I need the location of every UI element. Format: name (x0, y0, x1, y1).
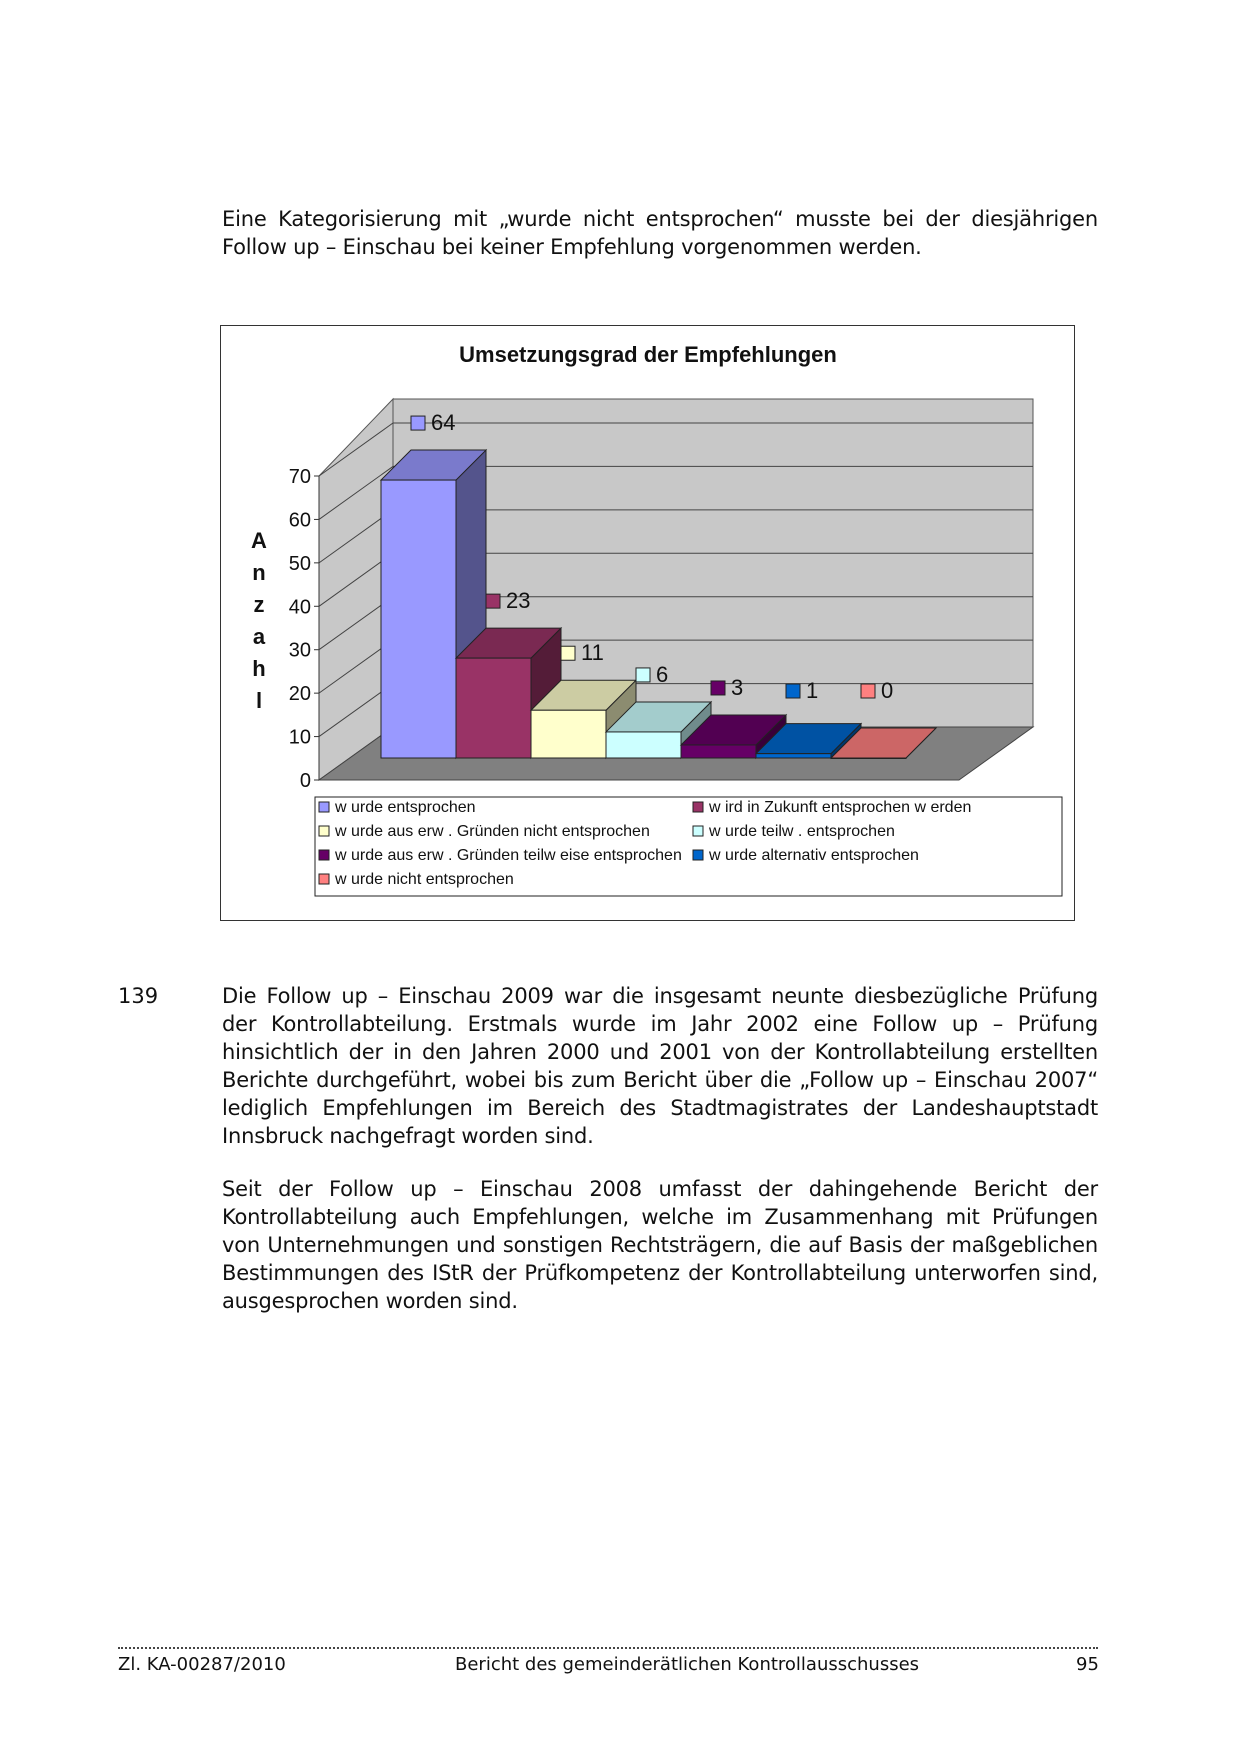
bar (756, 754, 831, 758)
paragraph-139 (222, 982, 1098, 1150)
y-axis-label-letter: A (251, 528, 267, 553)
bar (831, 758, 906, 759)
data-label-key (486, 594, 500, 608)
paragraph-139-text: Die Follow up – Einschau 2009 war die insgesamt neunte diesbezügliche Prüfung der Kontrollabteilung. Erstmals wurde im Jahr 2002 eine Follow up – Prüfung hinsichtlich der in den Jahren 2000 und 2001 von der Kontrollabteilung erstellten Berichte durchgeführt, wobei bis zum Bericht über die „Follow up – Einschau 2007“ lediglich Empfehlungen im Bereich des Stadtmagistrates der Landeshauptstadt Innsbruck nachgefragt worden sind. (222, 984, 1098, 1148)
data-label: 1 (806, 678, 819, 703)
data-label-key (786, 684, 800, 698)
legend-label: w urde aus erw . Gründen teilw eise entsprochen (335, 847, 682, 864)
footer-divider (118, 1647, 1098, 1649)
legend-label: w urde alternativ entsprochen (709, 847, 919, 864)
footer-title: Bericht des gemeinderätlichen Kontrollausschusses (455, 1654, 920, 1675)
legend-label: w urde aus erw . Gründen nicht entsprochen (335, 823, 650, 840)
chart-frame (220, 325, 1075, 921)
data-label: 64 (431, 410, 456, 436)
paragraph-139-continued (222, 1175, 1098, 1315)
y-tick-label: 30 (288, 639, 311, 662)
y-axis-label-letter: l (255, 688, 263, 713)
y-axis-label-letter: z (253, 592, 265, 617)
bar (381, 480, 456, 758)
data-label-key (411, 416, 425, 430)
data-label: 6 (656, 661, 669, 687)
bar (531, 710, 606, 758)
data-label: 3 (731, 674, 744, 700)
y-axis-label-letter: n (252, 560, 266, 585)
footer-page-number: 95 (1076, 1654, 1099, 1675)
bar-chart-3d (221, 326, 1076, 922)
legend-key (319, 874, 329, 884)
bar (681, 745, 756, 758)
y-tick-label: 0 (299, 770, 311, 792)
data-label-key (861, 684, 875, 698)
legend-key (693, 826, 703, 836)
intro-text: Eine Kategorisierung mit „wurde nicht entsprochen“ musste bei der diesjährigen Follow up – Einschau bei keiner Empfehlung vorgenommen werden. (222, 207, 1098, 259)
y-tick-label: 70 (288, 466, 311, 488)
y-axis-label-letter: h (252, 656, 266, 681)
y-tick-label: 10 (288, 726, 311, 749)
data-label: 0 (881, 678, 894, 703)
y-tick-label: 60 (288, 509, 311, 532)
y-tick-label: 40 (288, 596, 311, 619)
paragraph-number: 139 (118, 984, 159, 1008)
chart-title: Umsetzungsgrad der Empfehlungen (459, 342, 837, 367)
legend-label: w ird in Zukunft entsprochen w erden (709, 799, 972, 816)
data-label: 23 (506, 588, 531, 614)
intro-paragraph (222, 205, 1098, 261)
paragraph-139-continued-text: Seit der Follow up – Einschau 2008 umfasst der dahingehende Bericht der Kontrollabteilung auch Empfehlungen, welche im Zusammenhang mit Prüfungen von Unternehmungen und sonstigen Rechtsträgern, die auf Basis der maßgeblichen Bestimmungen des IStR der Prüfkompetenz der Kontrollabteilung unterworfen sind, ausgesprochen worden sind. (222, 1177, 1098, 1313)
y-tick-label: 50 (288, 552, 311, 575)
y-axis-label-letter: a (252, 624, 266, 649)
legend-key (319, 802, 329, 812)
bar (606, 732, 681, 758)
bar (456, 658, 531, 758)
legend-key (319, 850, 329, 860)
legend-key (693, 802, 703, 812)
legend-label: w urde teilw . entsprochen (709, 823, 895, 840)
legend-key (319, 826, 329, 836)
legend-label: w urde entsprochen (335, 799, 476, 816)
data-label-key (711, 681, 725, 695)
footer-reference: Zl. KA-00287/2010 (118, 1654, 286, 1675)
data-label-key (636, 668, 650, 682)
legend-label: w urde nicht entsprochen (335, 871, 514, 888)
y-tick-label: 20 (288, 683, 311, 706)
data-label-key (561, 646, 575, 660)
legend-key (693, 850, 703, 860)
data-label: 11 (581, 640, 604, 666)
